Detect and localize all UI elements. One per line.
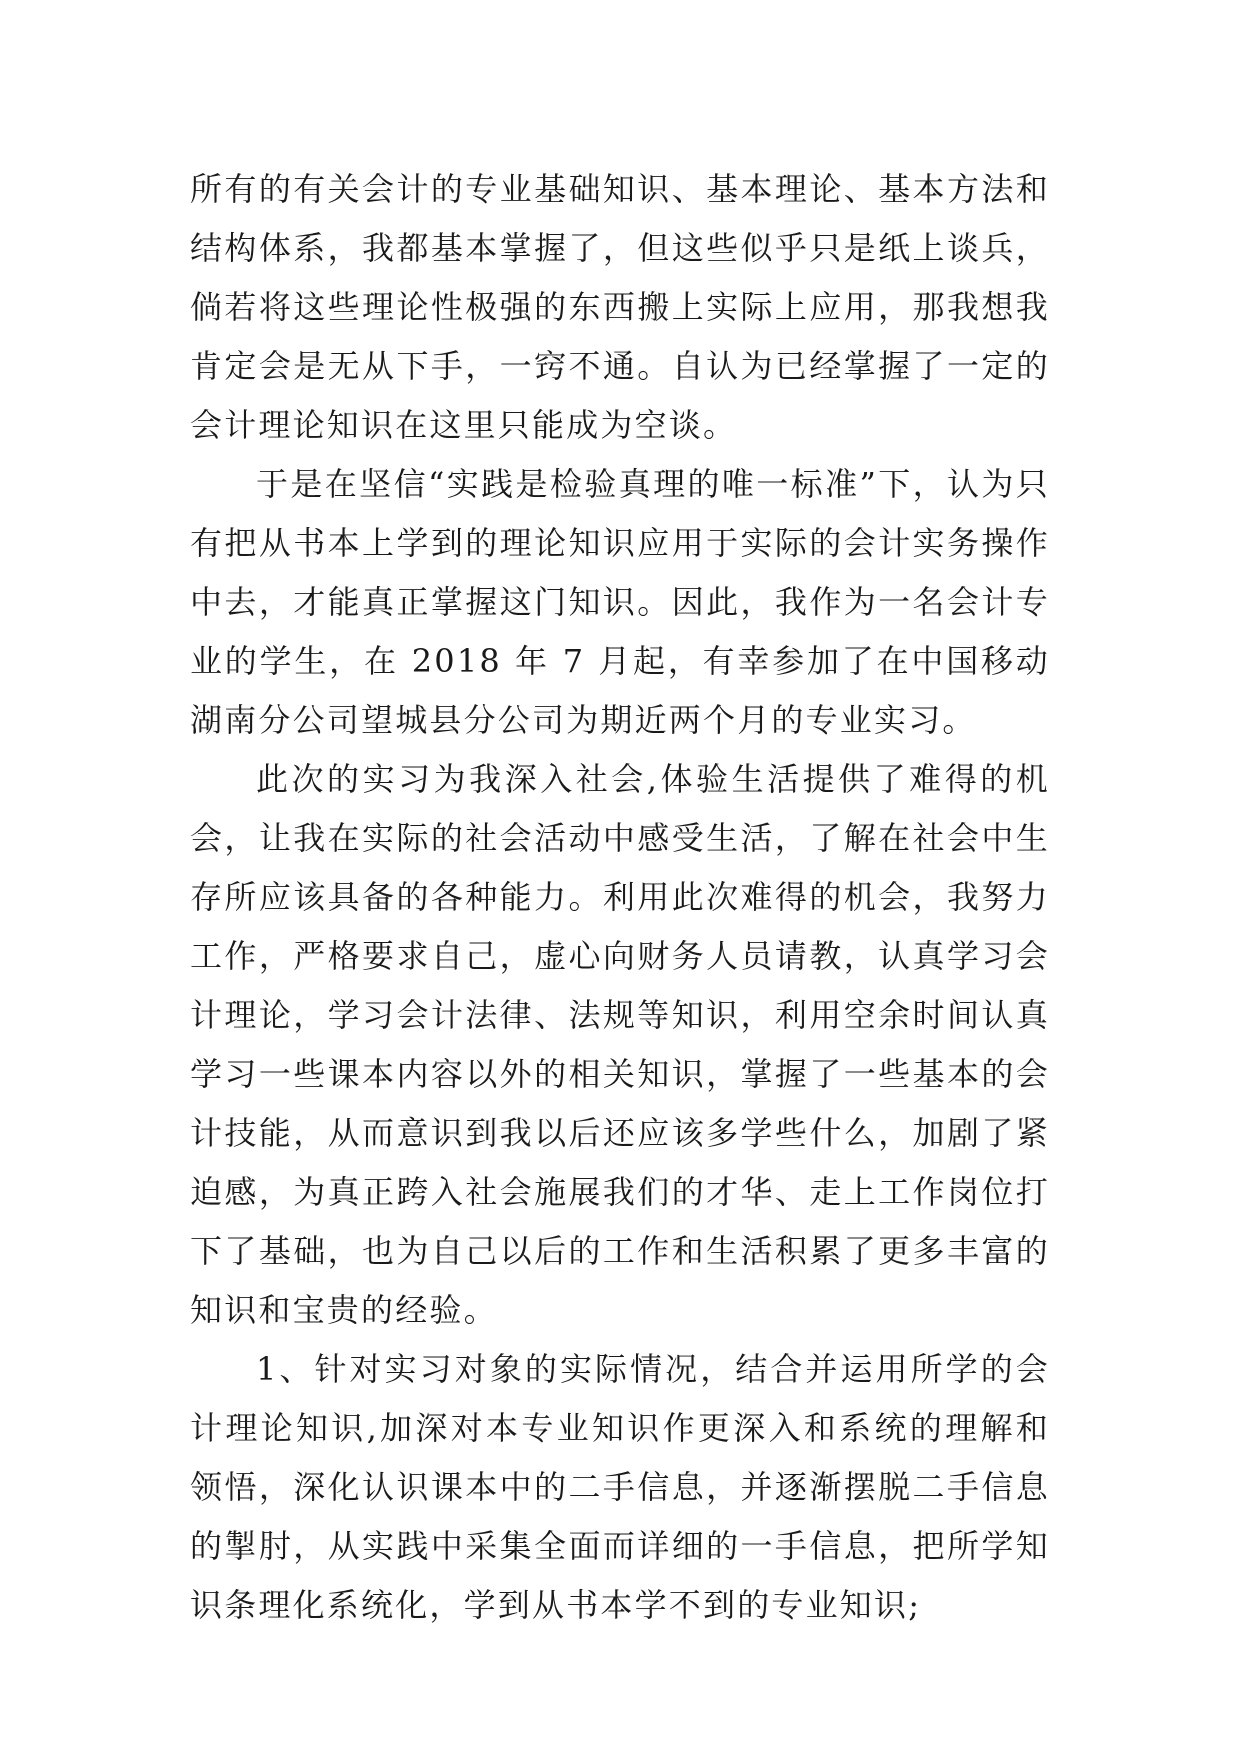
paragraph-continuation: 所有的有关会计的专业基础知识、基本理论、基本方法和结构体系，我都基本掌握了，但这些似乎只是纸上谈兵，倘若将这些理论性极强的东西搬上实际上应用，那我想我肯定会是无从下手，一窍不通。自认为已经掌握了一定的会计理论知识在这里只能成为空谈。 bbox=[190, 170, 1050, 444]
paragraph-item-1: 1、针对实习对象的实际情况，结合并运用所学的会计理论知识,加深对本专业知识作更深入和系统的理解和领悟，深化认识课本中的二手信息，并逐渐摆脱二手信息的掣肘，从实践中采集全面而详细的一手信息，把所学知识条理化系统化，学到从书本学不到的专业知识; bbox=[190, 1350, 1050, 1624]
paragraph-practice-standard: 于是在坚信“实践是检验真理的唯一标准”下，认为只有把从书本上学到的理论知识应用于实际的会计实务操作中去，才能真正掌握这门知识。因此，我作为一名会计专业的学生，在 2018 年 7 月起，有幸参加了在中国移动湖南分公司望城县分公司为期近两个月的专业实习。 bbox=[190, 465, 1050, 739]
paragraph-internship-experience: 此次的实习为我深入社会,体验生活提供了难得的机会，让我在实际的社会活动中感受生活，了解在社会中生存所应该具备的各种能力。利用此次难得的机会，我努力工作，严格要求自己，虚心向财务人员请教，认真学习会计理论，学习会计法律、法规等知识，利用空余时间认真学习一些课本内容以外的相关知识，掌握了一些基本的会计技能，从而意识到我以后还应该多学些什么，加剧了紧迫感，为真正跨入社会施展我们的才华、走上工作岗位打下了基础，也为自己以后的工作和生活积累了更多丰富的知识和宝贵的经验。 bbox=[190, 760, 1050, 1329]
document-body bbox=[190, 160, 1050, 1635]
